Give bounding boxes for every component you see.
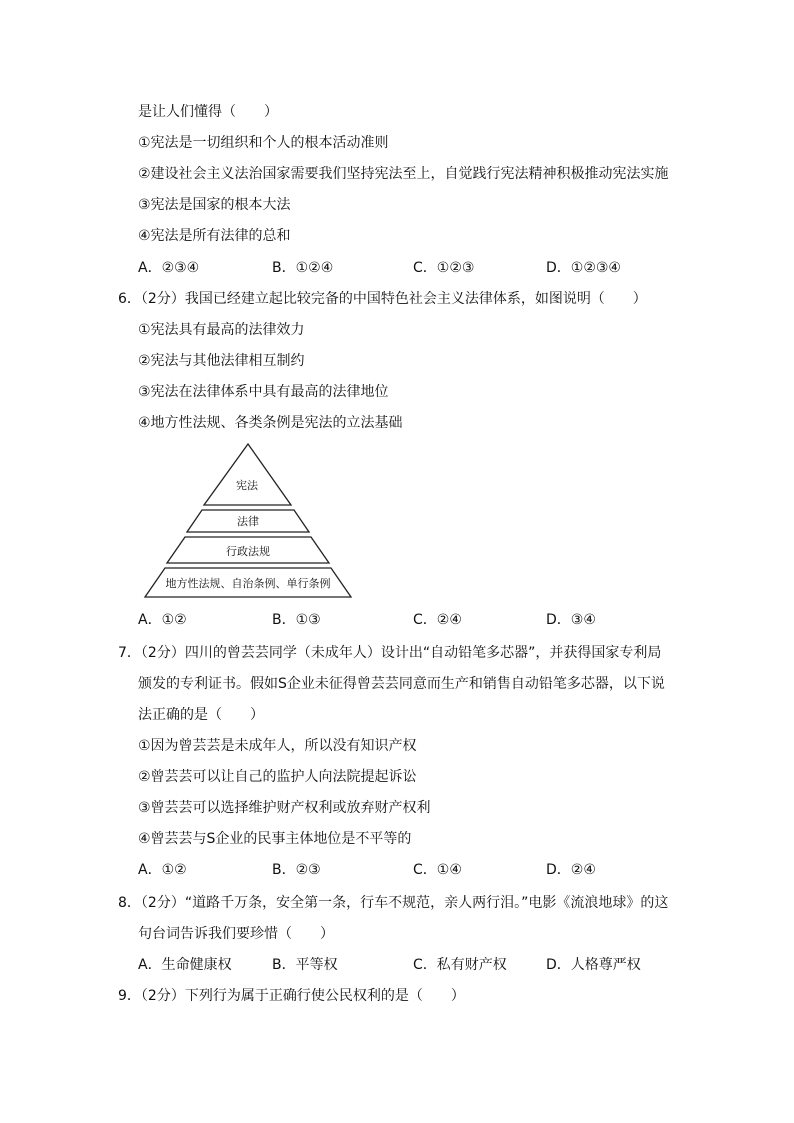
q8-option-a: A．生命健康权 [138,957,232,973]
q7-item-3: ③曾芸芸可以选择维护财产权利或放弃财产权利 [138,800,431,816]
q8-option-b: B．平等权 [272,957,338,973]
q7-stem-line-2: 颁发的专利证书。假如S企业未征得曾芸芸同意而生产和销售自动铅笔多芯器，以下说 [138,676,665,692]
q7-option-d: D．②④ [546,862,596,878]
q7-item-2: ②曾芸芸可以让自己的监护人向法院提起诉讼 [138,769,417,785]
pyramid-label-local: 地方性法规、自治条例、单行条例 [165,577,331,590]
q5-item-2: ②建设社会主义法治国家需要我们坚持宪法至上，自觉践行宪法精神积极推动宪法实施 [138,166,669,182]
legal-system-pyramid [140,440,360,602]
q6-item-4: ④地方性法规、各类条例是宪法的立法基础 [138,415,403,431]
q7-stem-line-1: 7．（2分）四川的曾芸芸同学（未成年人）设计出“自动铅笔多芯器”，并获得国家专利局 [118,645,662,661]
q6-option-c: C．②④ [413,612,462,628]
q7-option-c: C．①④ [413,862,462,878]
q5-item-1: ①宪法是一切组织和个人的根本活动准则 [138,135,389,151]
q8-stem-line-1: 8．（2分）“道路千万条，安全第一条，行车不规范，亲人两行泪。”电影《流浪地球》的这 [118,895,669,911]
q8-option-c: C．私有财产权 [413,957,507,973]
q9-stem: 9．（2分）下列行为属于正确行使公民权利的是（ ） [118,988,465,1004]
q7-item-1: ①因为曾芸芸是未成年人，所以没有知识产权 [138,738,417,754]
q6-option-a: A．①② [138,612,187,628]
q5-option-b: B．①②④ [272,260,334,276]
q5-option-a: A．②③④ [138,260,200,276]
q7-stem-line-3: 法正确的是（ ） [138,707,264,723]
q6-option-b: B．①③ [272,612,321,628]
q5-option-d: D．①②③④ [546,260,621,276]
pyramid-tier-constitution [204,444,291,505]
q6-item-1: ①宪法具有最高的法律效力 [138,322,305,338]
q8-option-d: D．人格尊严权 [546,957,641,973]
q5-stem-tail: 是让人们懂得（ ） [138,104,278,120]
q6-item-3: ③宪法在法律体系中具有最高的法律地位 [138,384,389,400]
q8-stem-line-2: 句台词告诉我们要珍惜（ ） [138,926,334,942]
pyramid-label-admin: 行政法规 [226,545,270,558]
q6-option-d: D．③④ [546,612,596,628]
q7-item-4: ④曾芸芸与S企业的民事主体地位是不平等的 [138,831,412,847]
q5-item-3: ③宪法是国家的根本大法 [138,197,291,213]
q5-item-4: ④宪法是所有法律的总和 [138,228,291,244]
pyramid-label-law: 法律 [237,515,259,528]
q6-stem: 6．（2分）我国已经建立起比较完备的中国特色社会主义法律体系，如图说明（ ） [118,291,647,307]
q6-item-2: ②宪法与其他法律相互制约 [138,353,305,369]
q7-option-b: B．②③ [272,862,321,878]
q7-option-a: A．①② [138,862,187,878]
q5-option-c: C．①②③ [413,260,475,276]
pyramid-label-constitution: 宪法 [236,479,258,492]
